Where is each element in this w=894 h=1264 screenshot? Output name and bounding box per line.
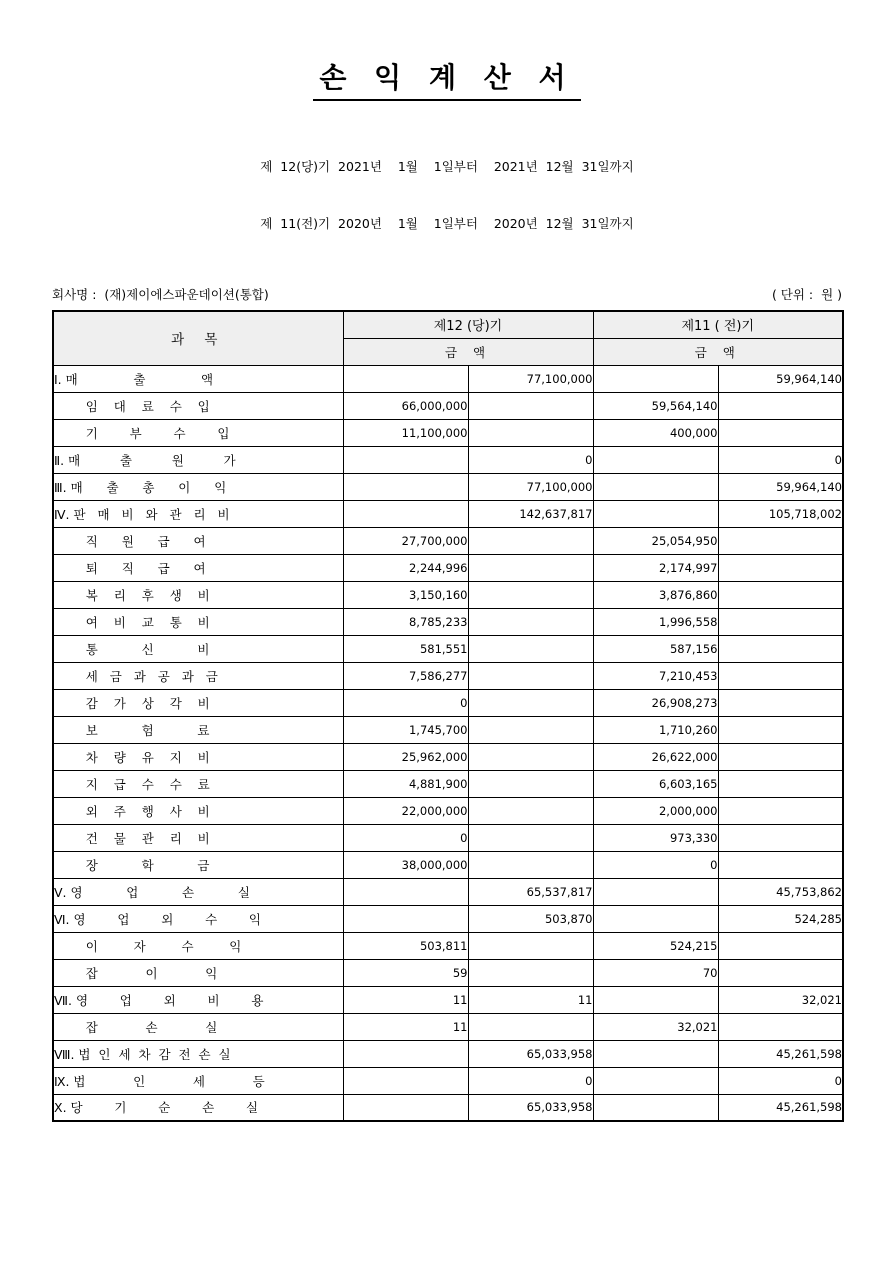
row-current-total: 142,637,817 — [468, 500, 593, 527]
table-row — [53, 689, 843, 716]
row-prior-total: 45,261,598 — [718, 1040, 843, 1067]
income-statement-table — [52, 310, 844, 1122]
row-current-subtotal — [343, 500, 468, 527]
row-label: Ⅶ. 영 업 외 비 용 — [53, 986, 343, 1013]
row-label: 잡 손 실 — [53, 1013, 343, 1040]
table-row — [53, 986, 843, 1013]
row-current-subtotal — [343, 365, 468, 392]
row-current-subtotal: 59 — [343, 959, 468, 986]
row-prior-subtotal: 26,908,273 — [593, 689, 718, 716]
row-prior-total — [718, 527, 843, 554]
row-current-subtotal: 11,100,000 — [343, 419, 468, 446]
row-prior-total — [718, 554, 843, 581]
row-current-total: 11 — [468, 986, 593, 1013]
row-current-subtotal: 27,700,000 — [343, 527, 468, 554]
row-current-subtotal: 7,586,277 — [343, 662, 468, 689]
row-label: 직 원 급 여 — [53, 527, 343, 554]
col-header-amount-prior: 금 액 — [593, 338, 843, 365]
table-row — [53, 770, 843, 797]
row-prior-total — [718, 770, 843, 797]
row-prior-subtotal: 524,215 — [593, 932, 718, 959]
row-current-subtotal — [343, 878, 468, 905]
row-current-total — [468, 635, 593, 662]
row-current-subtotal: 1,745,700 — [343, 716, 468, 743]
row-prior-total — [718, 392, 843, 419]
row-prior-total: 0 — [718, 446, 843, 473]
table-row — [53, 365, 843, 392]
row-current-subtotal: 22,000,000 — [343, 797, 468, 824]
row-prior-total: 32,021 — [718, 986, 843, 1013]
row-current-subtotal — [343, 1067, 468, 1094]
row-prior-total — [718, 824, 843, 851]
row-current-subtotal: 66,000,000 — [343, 392, 468, 419]
table-row — [53, 1013, 843, 1040]
row-current-subtotal — [343, 1040, 468, 1067]
row-label: 외 주 행 사 비 — [53, 797, 343, 824]
table-row — [53, 554, 843, 581]
row-prior-subtotal: 32,021 — [593, 1013, 718, 1040]
table-row — [53, 905, 843, 932]
row-label: Ⅱ. 매 출 원 가 — [53, 446, 343, 473]
row-label: 장 학 금 — [53, 851, 343, 878]
row-prior-total: 59,964,140 — [718, 365, 843, 392]
table-head — [53, 311, 843, 365]
row-prior-total: 59,964,140 — [718, 473, 843, 500]
row-current-total: 65,033,958 — [468, 1094, 593, 1121]
row-label: 보 험 료 — [53, 716, 343, 743]
row-prior-total: 524,285 — [718, 905, 843, 932]
table-row — [53, 1040, 843, 1067]
row-prior-subtotal: 2,174,997 — [593, 554, 718, 581]
col-header-current-period: 제12 (당)기 — [343, 311, 593, 338]
table-row — [53, 500, 843, 527]
row-prior-subtotal — [593, 1094, 718, 1121]
row-prior-subtotal: 0 — [593, 851, 718, 878]
row-current-total — [468, 851, 593, 878]
row-current-subtotal — [343, 1094, 468, 1121]
row-label: 잡 이 익 — [53, 959, 343, 986]
row-current-subtotal: 3,150,160 — [343, 581, 468, 608]
row-label: 이 자 수 익 — [53, 932, 343, 959]
row-current-total — [468, 392, 593, 419]
row-prior-subtotal — [593, 446, 718, 473]
row-label: 임 대 료 수 입 — [53, 392, 343, 419]
row-label: 감 가 상 각 비 — [53, 689, 343, 716]
row-prior-total — [718, 932, 843, 959]
table-row — [53, 743, 843, 770]
row-current-total: 65,537,817 — [468, 878, 593, 905]
row-label: 기 부 수 입 — [53, 419, 343, 446]
row-current-total — [468, 716, 593, 743]
row-current-total: 77,100,000 — [468, 473, 593, 500]
row-prior-total — [718, 1013, 843, 1040]
row-prior-total — [718, 743, 843, 770]
row-current-total — [468, 689, 593, 716]
row-current-total — [468, 662, 593, 689]
row-current-subtotal: 11 — [343, 986, 468, 1013]
row-current-total: 65,033,958 — [468, 1040, 593, 1067]
col-header-amount-current: 금 액 — [343, 338, 593, 365]
row-prior-subtotal — [593, 878, 718, 905]
row-current-subtotal: 581,551 — [343, 635, 468, 662]
row-prior-total — [718, 662, 843, 689]
row-prior-subtotal — [593, 1040, 718, 1067]
unit-note: ( 단위 : 원 ) — [771, 287, 842, 302]
row-current-total: 503,870 — [468, 905, 593, 932]
row-prior-total: 0 — [718, 1067, 843, 1094]
row-prior-total — [718, 608, 843, 635]
row-prior-subtotal: 6,603,165 — [593, 770, 718, 797]
row-prior-total — [718, 716, 843, 743]
table-row — [53, 581, 843, 608]
row-prior-total — [718, 419, 843, 446]
table-header-row-1 — [53, 311, 843, 338]
row-current-subtotal: 8,785,233 — [343, 608, 468, 635]
row-prior-total — [718, 851, 843, 878]
period-block — [52, 119, 842, 271]
row-prior-subtotal: 26,622,000 — [593, 743, 718, 770]
table-row — [53, 392, 843, 419]
row-current-total: 0 — [468, 446, 593, 473]
row-prior-subtotal: 70 — [593, 959, 718, 986]
row-prior-total: 105,718,002 — [718, 500, 843, 527]
table-row — [53, 824, 843, 851]
row-current-total — [468, 608, 593, 635]
row-prior-subtotal: 25,054,950 — [593, 527, 718, 554]
row-label: Ⅴ. 영 업 손 실 — [53, 878, 343, 905]
col-header-subject: 과 목 — [53, 311, 343, 365]
row-label: 퇴 직 급 여 — [53, 554, 343, 581]
row-label: 여 비 교 통 비 — [53, 608, 343, 635]
table-row — [53, 527, 843, 554]
row-label: Ⅰ. 매 출 액 — [53, 365, 343, 392]
row-current-subtotal — [343, 473, 468, 500]
row-label: 복 리 후 생 비 — [53, 581, 343, 608]
table-row — [53, 608, 843, 635]
table-row — [53, 419, 843, 446]
row-prior-subtotal — [593, 1067, 718, 1094]
period-prior: 제 11(전)기 2020년 1월 1일부터 2020년 12월 31일까지 — [260, 216, 634, 231]
col-header-prior-period: 제11 ( 전)기 — [593, 311, 843, 338]
row-prior-subtotal: 1,710,260 — [593, 716, 718, 743]
row-label: 지 급 수 수 료 — [53, 770, 343, 797]
row-current-total: 77,100,000 — [468, 365, 593, 392]
row-current-subtotal: 0 — [343, 824, 468, 851]
row-current-subtotal — [343, 446, 468, 473]
row-prior-total — [718, 635, 843, 662]
row-label: 건 물 관 리 비 — [53, 824, 343, 851]
row-prior-subtotal — [593, 986, 718, 1013]
row-prior-subtotal: 973,330 — [593, 824, 718, 851]
row-current-subtotal: 2,244,996 — [343, 554, 468, 581]
table-row — [53, 1067, 843, 1094]
table-body — [53, 365, 843, 1121]
table-row — [53, 797, 843, 824]
row-current-total — [468, 824, 593, 851]
table-row — [53, 1094, 843, 1121]
row-current-total: 0 — [468, 1067, 593, 1094]
row-current-total — [468, 1013, 593, 1040]
row-label: Ⅳ. 판 매 비 와 관 리 비 — [53, 500, 343, 527]
row-current-total — [468, 743, 593, 770]
row-current-subtotal: 38,000,000 — [343, 851, 468, 878]
row-prior-total: 45,261,598 — [718, 1094, 843, 1121]
row-current-total — [468, 932, 593, 959]
row-prior-total — [718, 581, 843, 608]
row-prior-subtotal — [593, 473, 718, 500]
row-label: 통 신 비 — [53, 635, 343, 662]
row-prior-subtotal: 1,996,558 — [593, 608, 718, 635]
row-current-subtotal: 4,881,900 — [343, 770, 468, 797]
table-row — [53, 635, 843, 662]
meta-row — [52, 285, 842, 303]
title-block — [52, 0, 842, 101]
table-row — [53, 932, 843, 959]
row-current-total — [468, 554, 593, 581]
row-current-subtotal: 25,962,000 — [343, 743, 468, 770]
row-prior-subtotal: 2,000,000 — [593, 797, 718, 824]
table-row — [53, 878, 843, 905]
row-current-subtotal: 11 — [343, 1013, 468, 1040]
row-label: Ⅸ. 법 인 세 등 — [53, 1067, 343, 1094]
row-label: Ⅲ. 매 출 총 이 익 — [53, 473, 343, 500]
row-current-total — [468, 419, 593, 446]
row-current-subtotal: 0 — [343, 689, 468, 716]
row-current-subtotal — [343, 905, 468, 932]
row-prior-total — [718, 959, 843, 986]
row-label: 차 량 유 지 비 — [53, 743, 343, 770]
row-label: Ⅷ. 법 인 세 차 감 전 손 실 — [53, 1040, 343, 1067]
row-prior-total — [718, 689, 843, 716]
row-current-subtotal: 503,811 — [343, 932, 468, 959]
row-prior-subtotal: 7,210,453 — [593, 662, 718, 689]
table-row — [53, 959, 843, 986]
row-prior-subtotal — [593, 500, 718, 527]
row-label: 세 금 과 공 과 금 — [53, 662, 343, 689]
row-current-total — [468, 959, 593, 986]
table-row — [53, 851, 843, 878]
row-label: Ⅵ. 영 업 외 수 익 — [53, 905, 343, 932]
table-row — [53, 473, 843, 500]
row-label: Ⅹ. 당 기 순 손 실 — [53, 1094, 343, 1121]
table-row — [53, 446, 843, 473]
row-current-total — [468, 581, 593, 608]
period-current: 제 12(당)기 2021년 1월 1일부터 2021년 12월 31일까지 — [260, 159, 634, 174]
company-name: 회사명 : (재)제이에스파운데이션(통합) — [52, 287, 269, 302]
row-prior-subtotal: 587,156 — [593, 635, 718, 662]
row-current-total — [468, 770, 593, 797]
row-prior-total — [718, 797, 843, 824]
table-row — [53, 716, 843, 743]
row-prior-subtotal: 400,000 — [593, 419, 718, 446]
row-prior-subtotal — [593, 905, 718, 932]
row-current-total — [468, 797, 593, 824]
row-prior-subtotal: 3,876,860 — [593, 581, 718, 608]
row-prior-total: 45,753,862 — [718, 878, 843, 905]
table-row — [53, 662, 843, 689]
row-prior-subtotal: 59,564,140 — [593, 392, 718, 419]
page-title: 손 익 계 산 서 — [313, 56, 580, 101]
row-prior-subtotal — [593, 365, 718, 392]
row-current-total — [468, 527, 593, 554]
